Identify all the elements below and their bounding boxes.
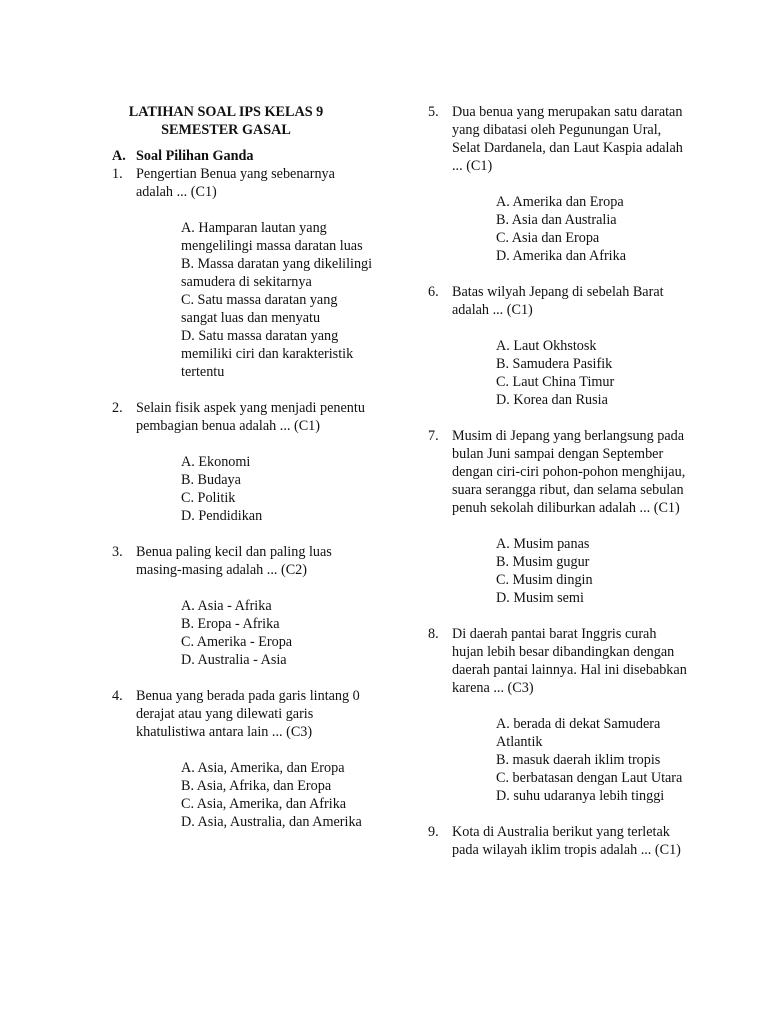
question-3-options bbox=[181, 597, 374, 669]
option-c: C. berbatasan dengan Laut Utara bbox=[496, 770, 683, 786]
option-d: D. Australia - Asia bbox=[181, 652, 287, 668]
option-a: A. berada di dekat Samudera Atlantik bbox=[496, 716, 661, 750]
option-c: C. Musim dingin bbox=[496, 572, 593, 588]
option-b: B. Massa daratan yang dikelilingi samudera di sekitarnya bbox=[181, 256, 373, 290]
question-text: Pengertian Benua yang sebenarnya adalah ... (C1) bbox=[136, 166, 335, 200]
title-line-1: LATIHAN SOAL IPS KELAS 9 bbox=[128, 104, 324, 120]
question-5 bbox=[428, 103, 690, 175]
option-c: C. Amerika - Eropa bbox=[181, 634, 293, 650]
question-2 bbox=[112, 399, 374, 435]
question-9 bbox=[428, 823, 690, 859]
option-b: B. Musim gugur bbox=[496, 554, 590, 570]
option-d: D. Asia, Australia, dan Amerika bbox=[181, 814, 362, 830]
question-7 bbox=[428, 427, 690, 517]
question-number: 6. bbox=[428, 284, 439, 300]
option-d: D. Pendidikan bbox=[181, 508, 263, 524]
question-4-options bbox=[181, 759, 374, 831]
section-number: A. bbox=[112, 148, 126, 164]
question-1-options bbox=[181, 219, 374, 381]
question-text: Dua benua yang merupakan satu daratan yang dibatasi oleh Pegunungan Ural, Selat Dardanela, dan Laut Kaspia adalah ... (C1) bbox=[452, 104, 683, 174]
question-3 bbox=[112, 543, 374, 579]
question-5-options bbox=[496, 193, 690, 265]
option-b: B. Asia dan Australia bbox=[496, 212, 617, 228]
option-b: B. Asia, Afrika, dan Eropa bbox=[181, 778, 332, 794]
option-a: A. Ekonomi bbox=[181, 454, 251, 470]
option-a: A. Asia - Afrika bbox=[181, 598, 272, 614]
option-d: D. Korea dan Rusia bbox=[496, 392, 608, 408]
option-a: A. Amerika dan Eropa bbox=[496, 194, 624, 210]
question-8-options bbox=[496, 715, 690, 805]
question-number: 4. bbox=[112, 688, 123, 704]
question-text: Kota di Australia berikut yang terletak pada wilayah iklim tropis adalah ... (C1) bbox=[452, 824, 681, 858]
option-a: A. Musim panas bbox=[496, 536, 590, 552]
option-b: B. Budaya bbox=[181, 472, 241, 488]
question-text: Benua paling kecil dan paling luas masing-masing adalah ... (C2) bbox=[136, 544, 332, 578]
option-d: D. suhu udaranya lebih tinggi bbox=[496, 788, 665, 804]
option-d: D. Musim semi bbox=[496, 590, 584, 606]
document-title bbox=[112, 103, 340, 139]
question-text: Batas wilyah Jepang di sebelah Barat adalah ... (C1) bbox=[452, 284, 664, 318]
question-text: Di daerah pantai barat Inggris curah hujan lebih besar dibandingkan dengan daerah pantai lainnya. Hal ini disebabkan karena ... (C3) bbox=[452, 626, 687, 696]
option-c: C. Asia, Amerika, dan Afrika bbox=[181, 796, 347, 812]
option-c: C. Politik bbox=[181, 490, 236, 506]
question-number: 9. bbox=[428, 824, 439, 840]
question-text: Musim di Jepang yang berlangsung pada bulan Juni sampai dengan September dengan ciri-ciri pohon-pohon menghijau, suara serangga ribut, dan selama sebulan penuh sekolah diliburkan adalah ... (C1) bbox=[452, 428, 686, 516]
question-text: Benua yang berada pada garis lintang 0 derajat atau yang dilewati garis khatulistiwa antara lain ... (C3) bbox=[136, 688, 360, 740]
option-d: D. Satu massa daratan yang memiliki ciri dan karakteristik tertentu bbox=[181, 328, 354, 380]
option-b: B. masuk daerah iklim tropis bbox=[496, 752, 661, 768]
question-text: Selain fisik aspek yang menjadi penentu pembagian benua adalah ... (C1) bbox=[136, 400, 365, 434]
question-4 bbox=[112, 687, 374, 741]
question-number: 5. bbox=[428, 104, 439, 120]
question-6-options bbox=[496, 337, 690, 409]
section-label: Soal Pilihan Ganda bbox=[136, 148, 254, 164]
question-1 bbox=[112, 165, 374, 201]
question-number: 8. bbox=[428, 626, 439, 642]
title-line-2: SEMESTER GASAL bbox=[161, 122, 291, 138]
option-a: A. Asia, Amerika, dan Eropa bbox=[181, 760, 345, 776]
option-c: C. Asia dan Eropa bbox=[496, 230, 600, 246]
option-c: C. Laut China Timur bbox=[496, 374, 615, 390]
option-d: D. Amerika dan Afrika bbox=[496, 248, 627, 264]
option-b: B. Samudera Pasifik bbox=[496, 356, 613, 372]
question-number: 7. bbox=[428, 428, 439, 444]
right-column bbox=[428, 103, 690, 859]
option-a: A. Laut Okhstosk bbox=[496, 338, 597, 354]
question-number: 3. bbox=[112, 544, 123, 560]
option-c: C. Satu massa daratan yang sangat luas dan menyatu bbox=[181, 292, 338, 326]
left-column bbox=[112, 103, 374, 831]
question-6 bbox=[428, 283, 690, 319]
option-a: A. Hamparan lautan yang mengelilingi massa daratan luas bbox=[181, 220, 363, 254]
question-8 bbox=[428, 625, 690, 697]
question-number: 1. bbox=[112, 166, 123, 182]
question-number: 2. bbox=[112, 400, 123, 416]
question-7-options bbox=[496, 535, 690, 607]
section-heading bbox=[112, 147, 374, 165]
question-2-options bbox=[181, 453, 374, 525]
option-b: B. Eropa - Afrika bbox=[181, 616, 280, 632]
